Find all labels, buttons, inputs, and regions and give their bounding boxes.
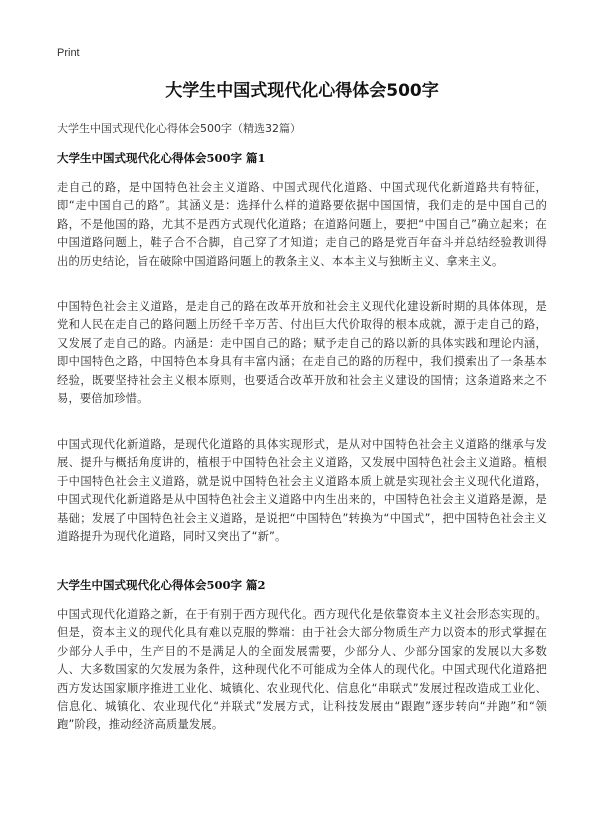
section-1-paragraph-1: 走自己的路，是中国特色社会主义道路、中国式现代化道路、中国式现代化新道路共有特征，即“走中国自己的路”。其涵义是：选择什么样的道路要依据中国国情，我们走的是中国自己的路，不是他国的路，尤其不是西方式现代化道路；在道路问题上，要把“中国自己”确立起来；在中国道路问题上，鞋子合不合脚，自己穿了才知道；走自己的路是党百年奋斗并总结经验教训得出的历史结论，旨在破除中国道路问题上的教条主义、本本主义与独断主义、拿来主义。 — [57, 181, 547, 268]
section-2-paragraph-1: 中国式现代化道路之新，在于有别于西方现代化。西方现代化是依靠资本主义社会形态实现的。但是，资本主义的现代化具有难以克服的弊端：由于社会大部分物质生产力以资本的形式掌握在少部分人手中，生产目的不是满足人的全面发展需要，少部分人、少部分国家的发展以大多数人、大多数国家的欠发展为条件，这种现代化不可能成为全体人的现代化。中国式现代化道路把西方发达国家顺序推进工业化、城镇化、农业现代化、信息化“串联式”发展过程改造成工业化、信息化、城镇化、农业现代化“并联式”发展方式，让科技发展由“跟跑”逐步转向“并跑”和“领跑”阶段，推动经济高质量发展。 — [57, 608, 547, 732]
print-link[interactable]: Print — [57, 47, 80, 59]
section-heading-1: 大学生中国式现代化心得体会500字 篇1 — [57, 151, 266, 165]
document-title: 大学生中国式现代化心得体会500字 — [165, 81, 439, 101]
section-1-paragraph-2: 中国特色社会主义道路，是走自己的路在改革开放和社会主义现代化建设新时期的具体体现，是党和人民在走自己的路问题上历经千辛万苦、付出巨大代价取得的根本成就，源于走自己的路，又发展了走自己的路。内涵是：走中国自己的路；赋予走自己的路以新的具体实践和理论内涵，即中国特色之路，中国特色本身具有丰富内涵；在走自己的路的历程中，我们摸索出了一条基本经验，既要坚持社会主义根本原则，也要适合改革开放和社会主义建设的国情；这条道路来之不易，要倍加珍惜。 — [57, 300, 547, 406]
document-subtitle: 大学生中国式现代化心得体会500字（精选32篇） — [57, 122, 301, 135]
section-heading-2: 大学生中国式现代化心得体会500字 篇2 — [57, 578, 266, 592]
section-1-paragraph-3: 中国式现代化新道路，是现代化道路的具体实现形式，是从对中国特色社会主义道路的继承与发展、提升与概括角度讲的，植根于中国特色社会主义道路，又发展中国特色社会主义道路。植根于中国特色社会主义道路，就是说中国特色社会主义道路本质上就是实现社会主义现代化道路，中国式现代化新道路是从中国特色社会主义道路中内生出来的，中国特色社会主义道路是源，是基础；发展了中国特色社会主义道路，是说把“中国特色”转换为“中国式”，把中国特色社会主义道路提升为现代化道路，同时又突出了“新”。 — [57, 438, 547, 544]
